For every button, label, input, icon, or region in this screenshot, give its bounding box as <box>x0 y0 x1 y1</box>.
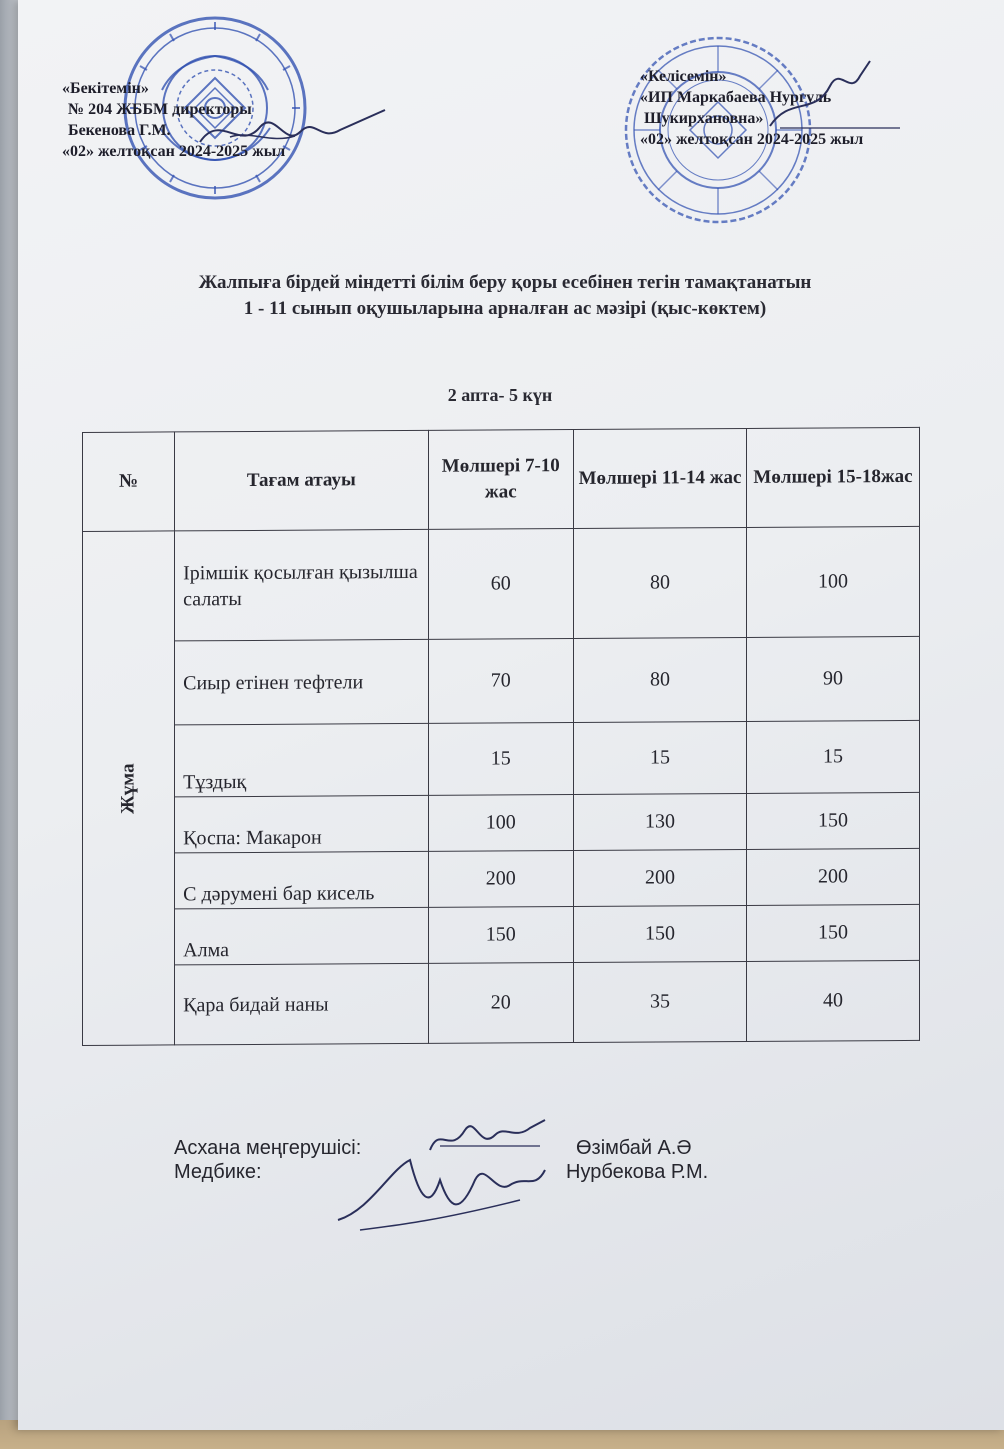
portion-7-10: 150 <box>428 906 574 963</box>
dish-name: Алма <box>175 907 428 965</box>
table-row <box>83 636 920 725</box>
approval-left-line1: «Бекітемін» <box>62 80 149 97</box>
dish-name: Сиыр етінен тефтели <box>175 639 428 725</box>
portion-11-14: 80 <box>574 527 747 638</box>
approval-right-line2: «ИП Маркабаева Нургуль <box>640 89 832 106</box>
name-nurse: Нурбекова Р.М. <box>566 1161 709 1183</box>
header-portion-11-14: Мөлшері 11-14 жас <box>574 428 747 528</box>
portion-7-10: 60 <box>428 528 574 639</box>
approval-left-line2: № 204 ЖББМ директоры <box>68 101 252 118</box>
portion-15-18: 15 <box>747 720 920 793</box>
table-row <box>83 720 920 797</box>
dish-name: Ірімшік қосылған қызылша салаты <box>175 529 428 641</box>
portion-11-14: 80 <box>574 637 747 722</box>
approval-right-line3: Шукирхановна» <box>644 110 764 127</box>
menu-table <box>82 427 920 1046</box>
table-row <box>83 848 920 909</box>
portion-7-10: 15 <box>428 722 574 795</box>
dish-name: Тұздық <box>175 723 428 797</box>
portion-7-10: 100 <box>428 794 574 851</box>
director-signature <box>190 92 390 172</box>
day-label: Жұма <box>117 763 139 815</box>
dish-name: Қоспа: Макарон <box>175 795 428 853</box>
header-portion-7-10: Мөлшері 7-10 жас <box>428 429 574 529</box>
portion-15-18: 90 <box>747 636 920 721</box>
title-line2: 1 - 11 сынып оқушыларына арналған ас мәзірі (қыс-көктем) <box>243 298 767 319</box>
table-row <box>83 526 920 641</box>
approval-left-line4: «02» желтоқсан 2024-2025 жыл <box>62 143 286 160</box>
ip-signature <box>760 56 910 146</box>
portion-15-18: 150 <box>747 904 920 961</box>
document-title <box>80 270 930 322</box>
portion-15-18: 150 <box>747 792 920 849</box>
day-cell <box>83 531 175 1046</box>
dish-name: С дәрумені бар кисель <box>175 851 428 909</box>
portion-11-14: 35 <box>574 961 747 1042</box>
background-edge <box>0 0 18 1420</box>
header-number: № <box>83 432 175 532</box>
portion-11-14: 130 <box>574 793 747 850</box>
portion-7-10: 70 <box>428 638 574 723</box>
week-day-label: 2 апта- 5 күн <box>447 385 553 405</box>
table-row <box>83 792 920 853</box>
name-kitchen-head: Өзімбай А.Ә <box>576 1137 692 1159</box>
dish-name: Қара бидай наны <box>175 963 428 1045</box>
role-nurse: Медбике: <box>174 1161 262 1183</box>
table-row <box>83 960 920 1045</box>
table-row <box>83 904 920 965</box>
nurse-signature <box>330 1140 550 1240</box>
portion-11-14: 200 <box>574 849 747 906</box>
portion-7-10: 20 <box>428 962 574 1043</box>
portion-15-18: 100 <box>747 526 920 637</box>
portion-11-14: 150 <box>574 905 747 962</box>
footer-names <box>566 1136 708 1184</box>
role-kitchen-head: Асхана меңгерушісі: <box>174 1137 362 1159</box>
header-dish-name: Тағам атауы <box>175 430 428 531</box>
approval-right-line4: «02» желтоқсан 2024-2025 жыл <box>640 131 864 148</box>
title-line1: Жалпыға бірдей міндетті білім беру қоры есебінен тегін тамақтанатын <box>198 272 812 293</box>
portion-7-10: 200 <box>428 850 574 907</box>
header-portion-15-18: Мөлшері 15-18жас <box>747 427 920 527</box>
approval-right-line1: «Келісемін» <box>640 68 727 85</box>
portion-15-18: 200 <box>747 848 920 905</box>
portion-15-18: 40 <box>747 960 920 1041</box>
approval-left-line3: Бекенова Г.М. <box>68 122 171 139</box>
portion-11-14: 15 <box>574 721 747 794</box>
table-header-row <box>83 427 920 531</box>
